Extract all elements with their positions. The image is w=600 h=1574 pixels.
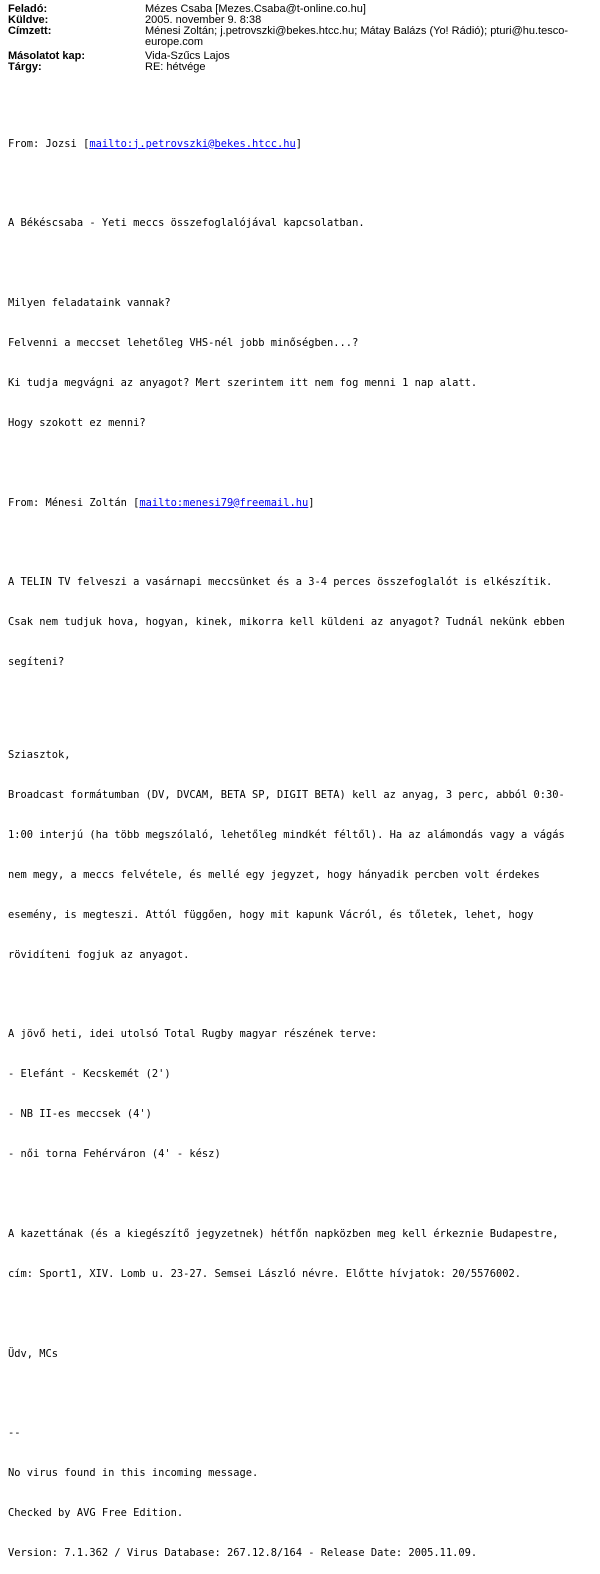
list-item: - Elefánt - Kecskemét (2'): [8, 1068, 171, 1081]
from-row: [8, 4, 594, 15]
antivirus-line: Version: 7.1.362 / Virus Database: 267.12.8/164 - Release Date: 2005.11.09.: [8, 1547, 478, 1560]
to-row: [8, 26, 594, 48]
to-value-line1: Ménesi Zoltán; j.petrovszki@bekes.htcc.hu; Mátay Balázs (Yo! Rádió); pturi@hu.tesco-: [145, 25, 569, 37]
from2-suffix: ]: [308, 496, 315, 509]
body-line: A jövő heti, idei utolsó Total Rugby magyar részének terve:: [8, 1028, 378, 1041]
to-value: [145, 26, 594, 48]
body-line: Csak nem tudjuk hova, hogyan, kinek, mikorra kell küldeni az anyagot? Tudnál nekünk ebben: [8, 616, 565, 629]
body-line: rövidíteni fogjuk az anyagot.: [8, 948, 190, 961]
cc-row: [8, 51, 594, 62]
subject-row: [8, 62, 594, 73]
from1-suffix: ]: [295, 137, 303, 150]
body-line: A TELIN TV felveszi a vasárnapi meccsünket és a 3-4 perces összefoglalót is elkészítik.: [8, 576, 553, 589]
list-item: - női torna Fehérváron (4' - kész): [8, 1148, 221, 1161]
body-line: A Békéscsaba - Yeti meccs összefoglalójával kapcsolatban.: [8, 217, 365, 230]
email-header: [8, 4, 594, 73]
from2-prefix: From: Ménesi Zoltán [: [8, 496, 140, 509]
body-line: Broadcast formátumban (DV, DVCAM, BETA SP, DIGIT BETA) kell az anyag, 3 perc, abból 0:30-: [8, 789, 565, 802]
body-line: Milyen feladataink vannak?: [8, 297, 171, 310]
mailto-link-petrovszki[interactable]: mailto:j.petrovszki@bekes.htcc.hu: [89, 137, 296, 150]
to-value-line2: europe.com: [145, 36, 204, 48]
body-line: Ki tudja megvágni az anyagot? Mert szerintem itt nem fog menni 1 nap alatt.: [8, 376, 478, 389]
body-line: esemény, is megteszi. Attól függően, hogy mit kapunk Vácról, és tőletek, lehet, hogy: [8, 908, 534, 921]
subject-label: Tárgy:: [8, 61, 42, 73]
body-line: Felvenni a meccset lehetőleg VHS-nél jobb minőségben...?: [8, 337, 359, 350]
email-body: [8, 111, 596, 1574]
cc-value: Vida-Szűcs Lajos: [145, 50, 230, 62]
body-line: Sziasztok,: [8, 749, 71, 762]
from-label: Feladó:: [8, 3, 48, 15]
body-line: cím: Sport1, XIV. Lomb u. 23-27. Semsei László névre. Előtte hívjatok: 20/5576002.: [8, 1267, 521, 1280]
antivirus-line: No virus found in this incoming message.: [8, 1467, 259, 1480]
cc-label: Másolatot kap:: [8, 50, 86, 62]
subject-value: RE: hétvége: [145, 61, 206, 73]
sent-label: Küldve:: [8, 14, 49, 26]
sent-value: 2005. november 9. 8:38: [145, 14, 262, 26]
signature: Üdv, MCs: [8, 1347, 59, 1360]
to-label: Címzett:: [8, 25, 52, 37]
signature-separator: --: [8, 1427, 21, 1440]
body-line: A kazettának (és a kiegészítő jegyzetnek) hétfőn napközben meg kell érkeznie Budapestre,: [8, 1227, 559, 1240]
list-item: - NB II-es meccsek (4'): [8, 1108, 152, 1121]
antivirus-line: Checked by AVG Free Edition.: [8, 1507, 184, 1520]
body-line: segíteni?: [8, 656, 65, 669]
quoted-from-jozsi: [8, 138, 596, 151]
mailto-link-menesi[interactable]: mailto:menesi79@freemail.hu: [139, 496, 309, 509]
body-line: nem megy, a meccs felvétele, és mellé egy jegyzet, hogy hányadik percben volt érdekes: [8, 868, 540, 881]
from-value: Mézes Csaba [Mezes.Csaba@t-online.co.hu]: [145, 3, 366, 15]
body-line: Hogy szokott ez menni?: [8, 416, 146, 429]
body-line: 1:00 interjú (ha több megszólaló, lehetőleg mindkét féltől). Ha az alámondás vagy a vágás: [8, 829, 565, 842]
quoted-from-menesi: [8, 497, 596, 510]
from1-prefix: From: Jozsi [: [8, 137, 90, 150]
